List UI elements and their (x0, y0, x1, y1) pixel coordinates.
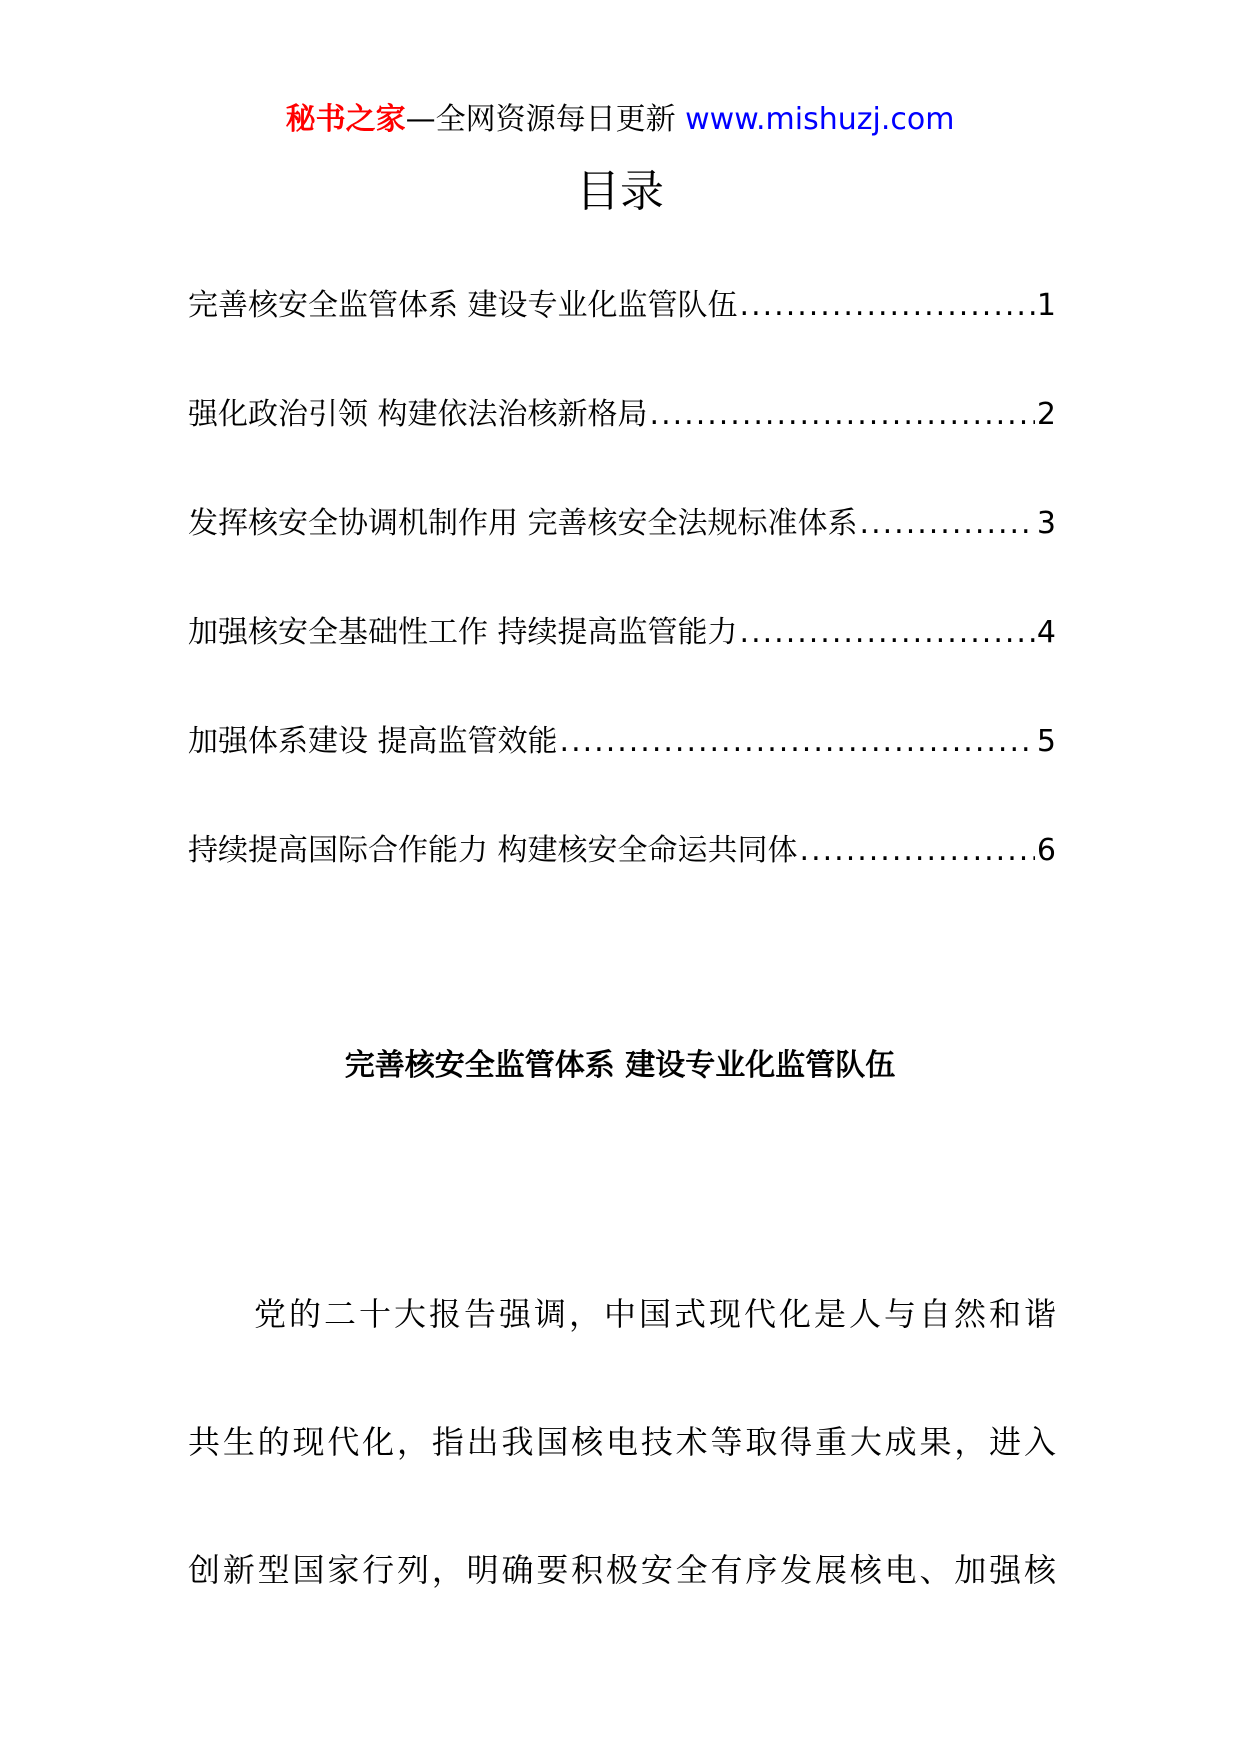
table-of-contents (188, 276, 1056, 930)
toc-item[interactable] (188, 494, 1056, 603)
toc-leader-dots (560, 712, 1035, 772)
toc-leader-dots (740, 276, 1035, 336)
toc-item[interactable] (188, 385, 1056, 494)
toc-item-page: 6 (1036, 833, 1056, 868)
toc-item[interactable] (188, 603, 1056, 712)
body-line: 创新型国家行列，明确要积极安全有序发展核电、加强核 (188, 1551, 1056, 1589)
toc-leader-dots (800, 821, 1035, 881)
toc-leader-dots (860, 494, 1035, 554)
body-paragraph (188, 1250, 1056, 1634)
toc-leader-dots (740, 603, 1035, 663)
section-heading: 完善核安全监管体系 建设专业化监管队伍 (344, 1048, 896, 1083)
toc-item[interactable] (188, 276, 1056, 385)
toc-item-text: 发挥核安全协调机制作用 完善核安全法规标准体系 (188, 506, 858, 541)
body-line: 党的二十大报告强调，中国式现代化是人与自然和谐 (254, 1295, 1056, 1333)
toc-title: 目录 (576, 166, 664, 217)
toc-item-page: 2 (1036, 397, 1056, 432)
toc-item[interactable] (188, 712, 1056, 821)
toc-item-page: 5 (1036, 724, 1056, 759)
toc-item-text: 完善核安全监管体系 建设专业化监管队伍 (188, 288, 738, 323)
toc-item-text: 强化政治引领 构建依法治核新格局 (188, 397, 648, 432)
toc-item-page: 4 (1036, 615, 1056, 650)
site-url-link[interactable]: www.mishuzj.com (685, 102, 955, 137)
header-tagline: —全网资源每日更新 (405, 102, 686, 137)
toc-item-text: 加强核安全基础性工作 持续提高监管能力 (188, 615, 738, 650)
toc-item-page: 3 (1036, 506, 1056, 541)
toc-leader-dots (650, 385, 1035, 445)
body-line: 共生的现代化，指出我国核电技术等取得重大成果，进入 (188, 1423, 1056, 1461)
brand-name: 秘书之家 (285, 102, 406, 137)
toc-item-text: 加强体系建设 提高监管效能 (188, 724, 558, 759)
toc-item[interactable] (188, 821, 1056, 930)
toc-item-page: 1 (1036, 288, 1056, 323)
site-header (0, 100, 1240, 140)
toc-item-text: 持续提高国际合作能力 构建核安全命运共同体 (188, 833, 798, 868)
